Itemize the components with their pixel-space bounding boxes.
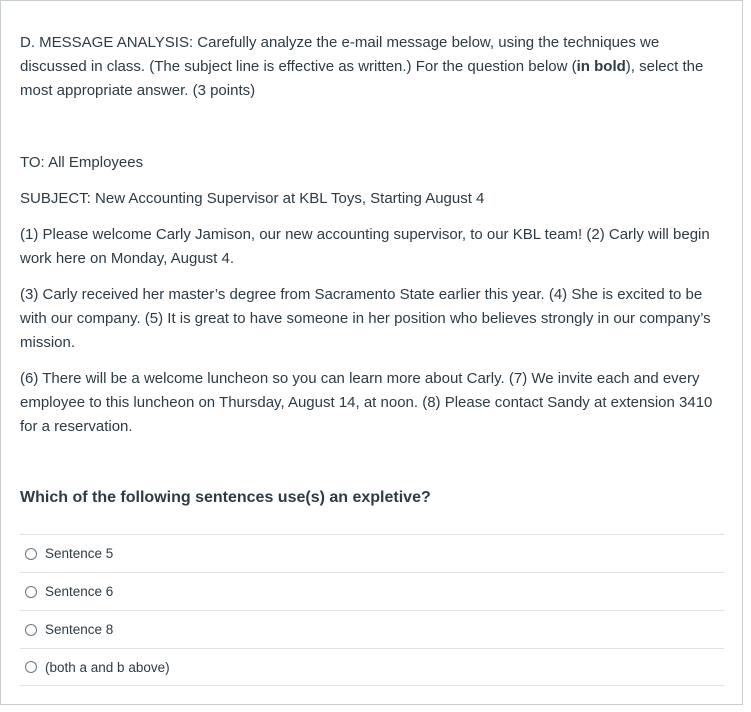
email-paragraph-3: (6) There will be a welcome luncheon so you can learn more about Carly. (7) We invite each and every employee to this luncheon on Thursday, August 14, at noon. (8) Please contact Sandy at extension 3410 for a reservation.	[20, 370, 713, 435]
answer-option-c[interactable]	[20, 610, 724, 648]
email-subject-line: SUBJECT: New Accounting Supervisor at KBL Toys, Starting August 4	[20, 190, 485, 207]
radio-button-icon[interactable]	[25, 661, 37, 673]
email-paragraph-1: (1) Please welcome Carly Jamison, our new accounting supervisor, to our KBL team! (2) Carly will begin work here on Monday, August 4.	[20, 226, 710, 267]
answer-list	[20, 534, 724, 686]
question-prompt: Which of the following sentences use(s) an expletive?	[20, 489, 431, 506]
answer-option-a[interactable]	[20, 534, 724, 572]
email-to-line: TO: All Employees	[20, 154, 144, 171]
instructions-text-end: ), select the most appropriate answer. (3 points)	[20, 58, 704, 99]
answer-option-d[interactable]	[20, 648, 724, 686]
instructions-bold-text: in bold	[576, 58, 626, 75]
instructions-paragraph	[20, 31, 726, 103]
radio-button-icon[interactable]	[25, 586, 37, 598]
radio-button-icon[interactable]	[25, 624, 37, 636]
answer-label[interactable]: Sentence 6	[45, 584, 114, 599]
question-content	[20, 31, 726, 451]
instructions-text-start: D. MESSAGE ANALYSIS: Carefully analyze the e-mail message below, using the techniques we discussed in class. (The subject line is effective as written.) For the question below (	[20, 34, 660, 75]
answer-label[interactable]: Sentence 8	[45, 622, 114, 637]
answer-option-b[interactable]	[20, 572, 724, 610]
answer-label[interactable]: (both a and b above)	[45, 659, 170, 675]
answer-label[interactable]: Sentence 5	[45, 546, 114, 561]
email-message	[20, 151, 726, 439]
radio-button-icon[interactable]	[25, 548, 37, 560]
email-paragraph-2: (3) Carly received her master’s degree from Sacramento State earlier this year. (4) She is excited to be with our company. (5) It is great to have someone in her position who believes strongly in our company’s mission.	[20, 286, 711, 351]
